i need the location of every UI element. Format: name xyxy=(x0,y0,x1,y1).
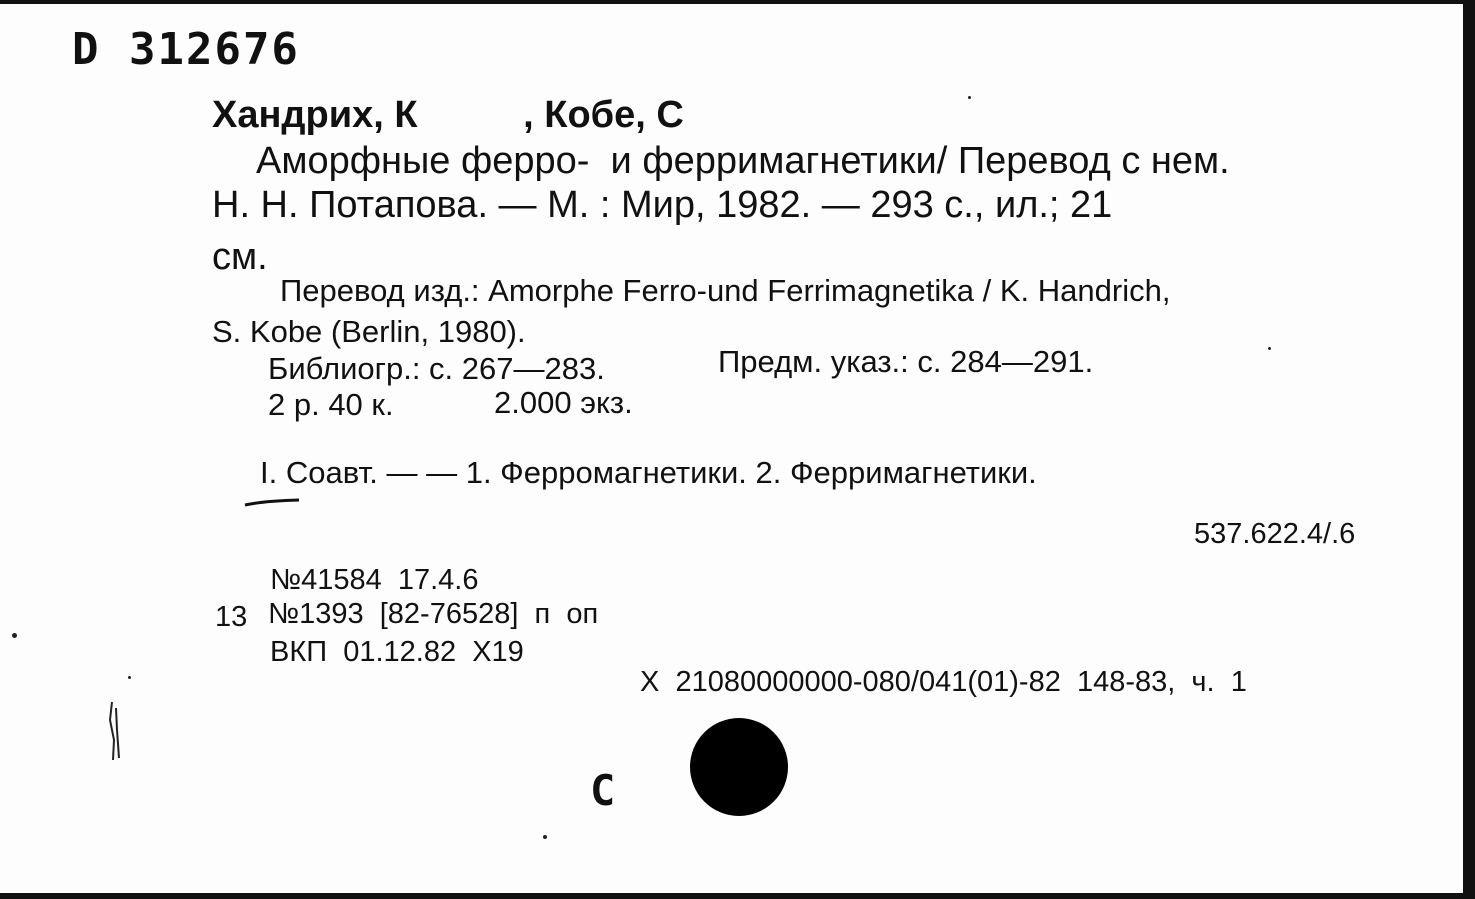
call-number: D 312676 xyxy=(72,24,300,75)
card-right-edge xyxy=(1463,0,1475,899)
record-prefix: 13 xyxy=(215,601,248,633)
speck xyxy=(543,835,547,839)
speck xyxy=(1268,347,1271,350)
bibliography-note: Библиогр.: с. 267—283. xyxy=(268,351,605,386)
black-dot-mark xyxy=(690,718,788,816)
original-title-line-2: S. Kobe (Berlin, 1980). xyxy=(212,314,526,349)
price: 2 р. 40 к. xyxy=(268,387,394,422)
title-line-1: Аморфные ферро- и ферримагнетики/ Перевод с нем. xyxy=(256,140,1230,182)
original-title-line-1: Перевод изд.: Amorphe Ferro-und Ferrimagnetika / K. Handrich, xyxy=(280,273,1171,308)
print-run: 2.000 экз. xyxy=(494,385,633,420)
record-number-3: ВКП 01.12.82 Х19 xyxy=(270,636,524,668)
record-number-1: №41584 17.4.6 xyxy=(270,564,479,596)
classification-number: 537.622.4/.6 xyxy=(1194,518,1356,550)
handwritten-mark xyxy=(104,700,124,762)
title-line-2: Н. Н. Потапова. — М. : Мир, 1982. — 293 с., ил.; 21 xyxy=(212,184,1113,226)
stamp-letter: С xyxy=(590,766,616,815)
speck xyxy=(968,96,971,99)
card-top-edge xyxy=(0,0,1475,4)
card-bottom-edge xyxy=(0,893,1475,899)
title-line-3: см. xyxy=(212,236,268,278)
speck xyxy=(128,676,131,679)
classification-code-line: Х 21080000000-080/041(01)-82 148-83, ч. 1 xyxy=(640,666,1247,698)
speck xyxy=(12,633,17,638)
subject-index-note: Предм. указ.: с. 284—291. xyxy=(718,344,1094,379)
handwritten-underline xyxy=(243,496,301,508)
record-number-2: №1393 [82-76528] п оп xyxy=(268,598,599,630)
authors-heading: Хандрих, К , Кобе, С xyxy=(212,94,684,136)
subject-headings: I. Соавт. — — 1. Ферромагнетики. 2. Ферримагнетики. xyxy=(260,455,1037,490)
